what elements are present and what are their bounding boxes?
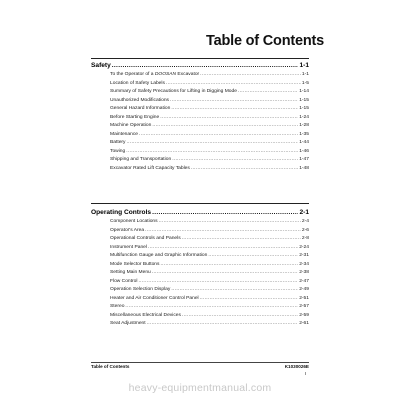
toc-entry[interactable] (91, 71, 309, 80)
dot-leader (125, 303, 298, 312)
toc-entry[interactable] (91, 312, 309, 321)
toc-entry[interactable] (91, 131, 309, 140)
toc-entry-title: Component Locations (110, 219, 158, 224)
toc-entry-page: 1-35 (299, 131, 309, 137)
toc-entry-title: Heater and Air Conditioner Control Panel (110, 295, 199, 301)
footer-rule (91, 362, 309, 363)
dot-leader (138, 278, 298, 287)
toc-entry[interactable] (91, 295, 309, 304)
dot-leader (172, 156, 298, 165)
toc-entry[interactable] (91, 114, 309, 123)
toc-entry-page: 1-46 (299, 148, 309, 154)
toc-entry-page: 2-57 (299, 304, 309, 309)
toc-entry-title: Operation Selection Display (110, 287, 171, 292)
dot-leader (200, 295, 299, 304)
dot-leader (182, 235, 301, 244)
toc-entry-title: Stereo (110, 304, 125, 309)
toc-entry-title: Seat Adjustment (110, 321, 146, 326)
toc-entry-page: 2-38 (299, 270, 309, 275)
toc-entry[interactable] (91, 218, 309, 227)
footer-title: Table of Contents (91, 364, 130, 369)
toc-entry-page: 1-48 (299, 165, 309, 171)
toc-entry-title: Before Starting Engine (110, 114, 160, 120)
toc-entry-page: 1-14 (299, 89, 309, 94)
toc-entry[interactable] (91, 320, 309, 329)
toc-entry[interactable] (91, 139, 309, 148)
dot-leader (112, 60, 299, 71)
page-title: Table of Contents (206, 33, 324, 49)
toc-entry-title: General Hazard Information (110, 106, 171, 111)
toc-entry-page: 2-49 (299, 287, 309, 292)
toc-entry-page: 1-47 (299, 157, 309, 162)
toc-entry-title: Location of Safety Labels (110, 80, 165, 86)
dot-leader (159, 218, 301, 227)
brand-doosan: DOOSAN (154, 72, 177, 77)
title-rule (91, 58, 309, 59)
toc-entry[interactable] (91, 286, 309, 295)
toc-entry[interactable] (91, 156, 309, 165)
section-rule (91, 203, 309, 204)
dot-leader (160, 261, 298, 270)
toc-entry-page: 1-28 (299, 123, 309, 128)
toc-entry-page: 2-59 (299, 312, 309, 318)
toc-entry-title: Mode Selector Buttons (110, 261, 160, 267)
toc-entry[interactable] (91, 88, 309, 97)
toc-entry[interactable] (91, 261, 309, 270)
toc-entry[interactable] (91, 269, 309, 278)
toc-heading-title: Safety (91, 62, 111, 69)
toc-section-safety (91, 60, 309, 173)
toc-entry-page: 1-5 (301, 80, 309, 86)
page-footer (91, 364, 309, 369)
toc-entry[interactable] (91, 303, 309, 312)
toc-entry-page: 2-51 (299, 295, 309, 301)
toc-entry-page: 2-34 (299, 261, 309, 267)
toc-entry-title: Operational Controls and Panels (110, 236, 181, 241)
dot-leader (127, 139, 299, 148)
toc-entry-title: Machine Operation (110, 123, 152, 128)
toc-entry[interactable] (91, 122, 309, 131)
toc-section-operating-controls (91, 207, 309, 329)
footer-doc-code: K1030026E (284, 364, 309, 369)
dot-leader (148, 244, 298, 253)
toc-entry-title: Miscellaneous Electrical Devices (110, 312, 181, 318)
footer-page-number: I (305, 371, 307, 376)
dot-leader (238, 88, 298, 97)
dot-leader (170, 97, 298, 106)
toc-entry-title: Instrument Panel (110, 244, 147, 250)
toc-entry-page: 2-31 (299, 253, 309, 258)
dot-leader (191, 165, 298, 174)
toc-entry-page: 1-44 (299, 140, 309, 145)
toc-entry[interactable] (91, 80, 309, 89)
toc-entry-title: Battery (110, 140, 126, 145)
toc-entry[interactable] (91, 235, 309, 244)
toc-entry-title: Summary of Safety Precautions for Lifting in Digging Mode (110, 89, 237, 94)
toc-entry-title: Setting Main Menu (110, 270, 151, 275)
toc-entry-title: Maintenance (110, 131, 139, 137)
watermark: heavy-equipmentmanual.com (128, 382, 272, 394)
toc-entry-page: 1-15 (299, 97, 309, 103)
dot-leader (166, 80, 301, 89)
toc-entry[interactable] (91, 97, 309, 106)
toc-entry[interactable] (91, 148, 309, 157)
dot-leader (171, 105, 298, 114)
toc-entry-page: 1-15 (299, 106, 309, 111)
toc-entry-title: To the Operator of a DOOSAN Excavator (110, 72, 200, 77)
dot-leader (182, 312, 298, 321)
toc-entry-title: Unauthorized Modifications (110, 97, 169, 103)
toc-entry-page: 2-47 (299, 278, 309, 284)
toc-entry-page: 2-8 (301, 236, 309, 241)
toc-entry-title: Multifunction Gauge and Graphic Information (110, 253, 208, 258)
toc-entry-page: 1-24 (299, 114, 309, 120)
toc-entry[interactable] (91, 165, 309, 174)
toc-heading-page: 1-1 (299, 62, 309, 69)
dot-leader (160, 114, 298, 123)
toc-entry-title: Towing (110, 148, 126, 154)
dot-leader (152, 269, 298, 278)
dot-leader (145, 227, 301, 236)
dot-leader (139, 131, 298, 140)
toc-entry-page: 2-4 (301, 219, 309, 224)
toc-entry-title: Flow Control (110, 278, 138, 284)
toc-heading-safety[interactable] (91, 60, 309, 71)
toc-entry[interactable] (91, 227, 309, 236)
dot-leader (208, 252, 298, 261)
dot-leader (152, 122, 298, 131)
dot-leader (126, 148, 298, 157)
dot-leader (147, 320, 299, 329)
toc-entry-page: 2-6 (301, 227, 309, 233)
toc-entry-page: 2-24 (299, 244, 309, 250)
toc-heading-page: 2-1 (299, 209, 309, 216)
toc-entry[interactable] (91, 278, 309, 287)
dot-leader (171, 286, 298, 295)
toc-entry-title: Operator's Area (110, 227, 145, 233)
toc-entry[interactable] (91, 244, 309, 253)
toc-entry-title: Excavator Rated Lift Capacity Tables (110, 165, 190, 171)
toc-entry[interactable] (91, 105, 309, 114)
toc-entry[interactable] (91, 252, 309, 261)
dot-leader (152, 207, 298, 218)
toc-heading-operating-controls[interactable] (91, 207, 309, 218)
toc-heading-title: Operating Controls (91, 209, 152, 216)
toc-entry-page: 2-61 (299, 321, 309, 326)
dot-leader (200, 71, 301, 80)
toc-entry-title: Shipping and Transportation (110, 157, 172, 162)
toc-entry-page: 1-1 (301, 72, 309, 77)
